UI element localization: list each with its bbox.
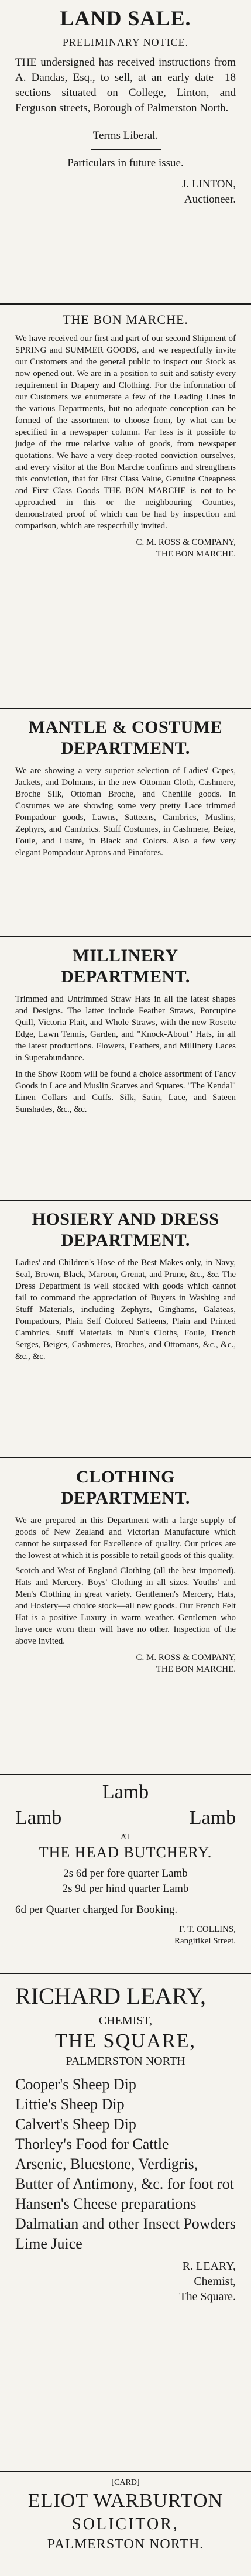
leary-name: RICHARD LEARY, (15, 1983, 206, 2009)
leary-ad (0, 1974, 251, 2472)
divider (91, 149, 161, 150)
bon-marche-title: THE BON MARCHE. (63, 312, 188, 327)
card-label: [CARD] (111, 2478, 140, 2487)
list-item: Dalmatian and other Insect Powders (15, 2215, 236, 2232)
mantle-title: MANTLE & COSTUME DEPARTMENT. (28, 718, 223, 758)
leary-town: PALMERSTON NORTH (66, 2055, 185, 2068)
list-item: Arsenic, Bluestone, Verdigris, Butter of Antimony, &c. for foot rot (15, 2155, 234, 2192)
land-sale-signature-role: Auctioneer. (184, 193, 236, 206)
lamb-heading-row (15, 1781, 236, 1806)
lamb-heading-word: Lamb (15, 1807, 62, 1829)
list-item: Hansen's Cheese preparations (15, 2195, 197, 2212)
lamb-line-2: 2s 9d per hind quarter Lamb (62, 1883, 189, 1895)
list-item: Lime Juice (15, 2235, 82, 2252)
lamb-heading-word: Lamb (102, 1781, 149, 1803)
lamb-line-3: 6d per Quarter charged for Booking. (15, 1904, 178, 1916)
bon-marche-signature-place: THE BON MARCHE. (156, 549, 236, 559)
leary-profession: CHEMIST, (98, 2014, 153, 2027)
list-item: Calvert's Sheep Dip (15, 2116, 136, 2133)
lamb-ad (0, 1775, 251, 1974)
clothing-body-2: Scotch and West of England Clothing (all the best imported). Hats and Mercery. Boys' Clothing in all sizes. Youths' and Men's Clothing in great variety. Gentlemen's Mercery, Hats, and Hosiery—a choice stock—all new goods. Our French Felt Hat is a positive Luxury in warm weather. Gentlemen who have once worn them will have no other. Inspection of the above invited. (15, 1566, 236, 1646)
card-name: ELIOT WARBURTON (27, 2490, 224, 2512)
bon-marche-body: We have received our first and part of our second Shipment of SPRING and SUMMER GOODS, and we respectfully invite our Customers and the general public to inspect our Stock as now opened out. We are in a position to suit and satisfy every requirement in Drapery and Clothing. For the information of our Customers we enumerate a few of the Leading Lines in the various Departments, but no adequate conception can be formed of the assortment to choose from, by what can be specified in a newspaper column. Far less is it possible to judge of the true relative value of goods, from newspaper quotations. We have a very deep-rooted conviction ourselves, and every visitor at the Bon Marche confirms and strengthens this conviction, that for First Class Value, Genuine Cheapness and First Class Goods THE BON MARCHE is not to be approached in this or the neighbouring Counties, demonstrated proof of which can be had by inspection and comparison, which are respectfully invited. (15, 334, 236, 531)
list-item: Littie's Sheep Dip (15, 2096, 125, 2113)
leary-signature-place: The Square. (179, 2290, 236, 2303)
leary-signature-role: Chemist, (194, 2275, 236, 2288)
land-sale-body: THE undersigned has received instructions from A. Dandas, Esq., to sell, at an early date—18 sections situated on College, Linton, and Ferguson streets, Borough of Palmerston North. (15, 56, 236, 114)
millinery-ad (0, 937, 251, 1201)
hosiery-body: Ladies' and Children's Hose of the Best Makes only, in Navy, Seal, Brown, Black, Maroon, Grenat, and Prune, &c., &c. The Dress Department is well stocked with goods which cannot fail to command the appreciation of Buyers in Washing and Stuff Materials, including Zephyrs, Ginghams, Galateas, Pompadours, Plain Self Colored Satteens, Plain and Printed Cambrics. Stuff Materials in Nun's Cloths, Foule, French Serges, Beiges, Cashmeres, Broches, and Ottomans, &c., &c., &c., &c. (15, 1258, 236, 1361)
warburton-card-ad (0, 2472, 251, 2576)
land-sale-ad (0, 0, 251, 305)
clothing-signature-place: THE BON MARCHE. (156, 1665, 236, 1674)
lamb-heading-row-2 (15, 1806, 236, 1831)
land-sale-particulars: Particulars in future issue. (67, 157, 184, 169)
hosiery-ad (0, 1201, 251, 1458)
clothing-signature: C. M. ROSS & COMPANY, (136, 1653, 236, 1662)
mantle-costume-ad (0, 709, 251, 937)
leary-place: THE SQUARE, (54, 2030, 197, 2052)
land-sale-signature: J. LINTON, (181, 178, 236, 190)
bon-marche-signature: C. M. ROSS & COMPANY, (136, 538, 236, 547)
lamb-at: AT (120, 1833, 131, 1842)
mantle-body: We are showing a very superior selection of Ladies' Capes, Jackets, and Dolmans, in the new Ottoman Cloth, Cashmere, Broche Silk, Ottoman Broche, and Chenille goods. In Costumes we are showing some very pretty Lace trimmed Pompadour goods, Lawns, Satteens, Cambrics, Muslins, Zephyrs, and Cambrics. Stuff Costumes, in Cashmere, Beige, Foule, and Lustre, in Black and Colors. Also a few very elegant Pompadour Aprons and Pinafores. (15, 766, 236, 857)
clothing-ad (0, 1458, 251, 1775)
land-sale-terms: Terms Liberal. (92, 129, 159, 142)
land-sale-subtitle: PRELIMINARY NOTICE. (62, 36, 189, 48)
land-sale-title: LAND SALE. (60, 6, 191, 30)
lamb-place: THE HEAD BUTCHERY. (39, 1844, 212, 1861)
lamb-address: Rangitikei Street. (174, 1936, 236, 1946)
leary-signature: R. LEARY, (182, 2260, 236, 2273)
leary-item-list (15, 2075, 236, 2254)
card-town: PALMERSTON NORTH. (47, 2537, 204, 2552)
hosiery-title: HOSIERY AND DRESS DEPARTMENT. (32, 1210, 219, 1250)
millinery-title: MILLINERY DEPARTMENT. (61, 946, 190, 986)
lamb-line-1: 2s 6d per fore quarter Lamb (63, 1867, 188, 1880)
bon-marche-ad (0, 305, 251, 709)
clothing-title: CLOTHING DEPARTMENT. (61, 1467, 190, 1508)
list-item: Cooper's Sheep Dip (15, 2076, 136, 2093)
lamb-signature: F. T. COLLINS, (178, 1925, 236, 1934)
lamb-heading-word: Lamb (189, 1807, 236, 1829)
clothing-body-1: We are prepared in this Department with a large supply of goods of New Zealand and Victorian Manufacture which cannot be surpassed for Excellence of quality. Our prices are the lowest at which it is possible to retail goods of this quality. (15, 1516, 236, 1560)
millinery-body-1: Trimmed and Untrimmed Straw Hats in all the latest shapes and Designs. The latter include Feather Straws, Porcupine Quill, Victoria Plait, and Whole Straws, with the new Rosette Edge, Lawn Tennis, Garden, and "Knock-About" Hats, in all the latest productions. Flowers, Feathers, and Millinery Laces in Superabundance. (15, 995, 236, 1062)
millinery-body-2: In the Show Room will be found a choice assortment of Fancy Goods in Lace and Muslin Scarves and Squares. "The Kendal" Linen Collars and Cuffs. Silk, Satin, Lace, and Sateen Sunshades, &c., &c. (15, 1070, 236, 1114)
list-item: Thorley's Food for Cattle (15, 2136, 169, 2153)
card-role: SOLICITOR, (72, 2515, 179, 2533)
